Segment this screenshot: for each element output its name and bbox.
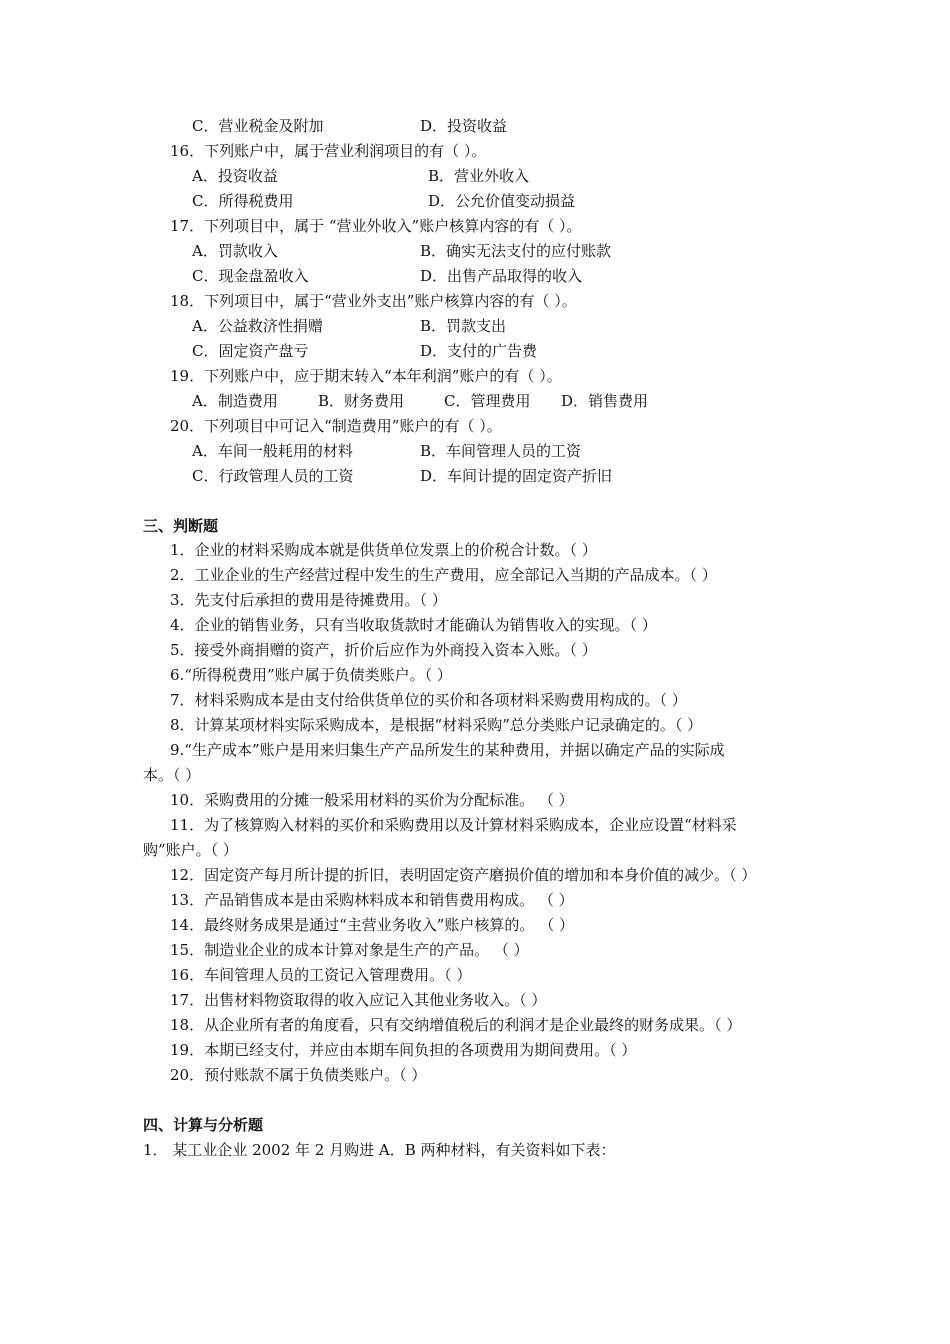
judge-item-8: 8．计算某项材料实际采购成本，是根据“材料采购”总分类账户记录确定的。（ ） <box>170 716 703 734</box>
q17-option-c: C．现金盘盈收入 <box>192 267 309 285</box>
q15-option-c: C．营业税金及附加 <box>192 117 324 135</box>
q20-option-c: C．行政管理人员的工资 <box>192 467 354 485</box>
q19-option-a: A．制造费用 <box>192 392 278 410</box>
judge-item-11: 11．为了核算购入材料的买价和采购费用以及计算材料采购成本，企业应设置“材料采 <box>170 816 737 834</box>
q15-option-d: D．投资收益 <box>420 117 508 135</box>
q19-option-b: B．财务费用 <box>318 392 405 410</box>
q20-option-b: B．车间管理人员的工资 <box>420 442 582 460</box>
judge-item-15: 15．制造业企业的成本计算对象是生产的产品。 （ ） <box>170 941 529 959</box>
judge-item-2: 2．工业企业的生产经营过程中发生的生产费用，应全部记入当期的产品成本。（ ） <box>170 566 717 584</box>
q16-option-d: D．公允价值变动损益 <box>428 192 576 210</box>
judge-item-20: 20．预付账款不属于负债类账户。（ ） <box>170 1066 427 1084</box>
judge-item-13: 13．产品销售成本是由采购林料成本和销售费用构成。 （ ） <box>170 891 574 909</box>
judge-item-5: 5．接受外商捐赠的资产，折价后应作为外商投入资本入账。（ ） <box>170 641 597 659</box>
judge-item-6: 6.“所得税费用”账户属于负债类账户。（ ） <box>170 666 452 684</box>
q20-option-a: A．车间一般耗用的材料 <box>192 442 353 460</box>
judge-item-9: 9.“生产成本”账户是用来归集生产产品所发生的某种费用，并据以确定产品的实际成 <box>170 741 725 759</box>
q18-option-c: C．固定资产盘亏 <box>192 342 309 360</box>
q19-option-d: D．销售费用 <box>561 392 649 410</box>
judge-item-12: 12．固定资产每月所计提的折旧，表明固定资产磨损价值的增加和本身价值的减少。（ ） <box>170 866 757 884</box>
q18-option-a: A．公益救济性捐赠 <box>192 317 323 335</box>
judge-item-10: 10．采购费用的分摊一般采用材料的买价为分配标准。 （ ） <box>170 791 574 809</box>
q18-option-b: B．罚款支出 <box>420 317 507 335</box>
q17-option-d: D．出售产品取得的收入 <box>420 267 583 285</box>
q20-option-d: D．车间计提的固定资产折旧 <box>420 467 613 485</box>
judge-item-4: 4．企业的销售业务，只有当收取货款时才能确认为销售收入的实现。（ ） <box>170 616 657 634</box>
judge-item-19: 19．本期已经支付，并应由本期车间负担的各项费用为期间费用。（ ） <box>170 1041 637 1059</box>
q19-stem: 19．下列账户中，应于期末转入“本年利润”账户的有（ ）。 <box>170 367 562 385</box>
q19-option-c: C．管理费用 <box>444 392 531 410</box>
q17-stem: 17．下列项目中，属于 “营业外收入”账户核算内容的有（ ）。 <box>170 217 582 235</box>
calc-question-1: 1． 某工业企业 2002 年 2 月购进 A．B 两种材料，有关资料如下表： <box>143 1141 616 1159</box>
q16-stem: 16．下列账户中，属于营业利润项目的有（ ）。 <box>170 142 487 160</box>
judge-item-7: 7．材料采购成本是由支付给供货单位的买价和各项材料采购费用构成的。（ ） <box>170 691 687 709</box>
judge-item-1: 1．企业的材料采购成本就是供货单位发票上的价税合计数。（ ） <box>170 541 597 559</box>
q17-option-a: A．罚款收入 <box>192 242 278 260</box>
judge-item-17: 17．出售材料物资取得的收入应记入其他业务收入。（ ） <box>170 991 547 1009</box>
q16-option-a: A．投资收益 <box>192 167 278 185</box>
section-title-calc: 四、计算与分析题 <box>143 1116 264 1134</box>
q20-stem: 20．下列项目中可记入“制造费用”账户的有（ ）。 <box>170 417 502 435</box>
q18-option-d: D．支付的广告费 <box>420 342 538 360</box>
judge-item-16: 16．车间管理人员的工资记入管理费用。（ ） <box>170 966 472 984</box>
judge-item-11-cont: 购”账户。（ ） <box>143 841 238 859</box>
judge-item-9-cont: 本。（ ） <box>143 766 201 784</box>
q17-option-b: B．确实无法支付的应付账款 <box>420 242 612 260</box>
section-title-judge: 三、判断题 <box>143 517 219 535</box>
q16-option-b: B．营业外收入 <box>428 167 530 185</box>
judge-item-14: 14．最终财务成果是通过“主营业务收入”账户核算的。 （ ） <box>170 916 574 934</box>
q16-option-c: C．所得税费用 <box>192 192 294 210</box>
judge-item-18: 18．从企业所有者的角度看，只有交纳增值税后的利润才是企业最终的财务成果。（ ） <box>170 1016 742 1034</box>
q18-stem: 18．下列项目中，属于“营业外支出”账户核算内容的有（ ）。 <box>170 292 577 310</box>
judge-item-3: 3．先支付后承担的费用是待摊费用。（ ） <box>170 591 447 609</box>
